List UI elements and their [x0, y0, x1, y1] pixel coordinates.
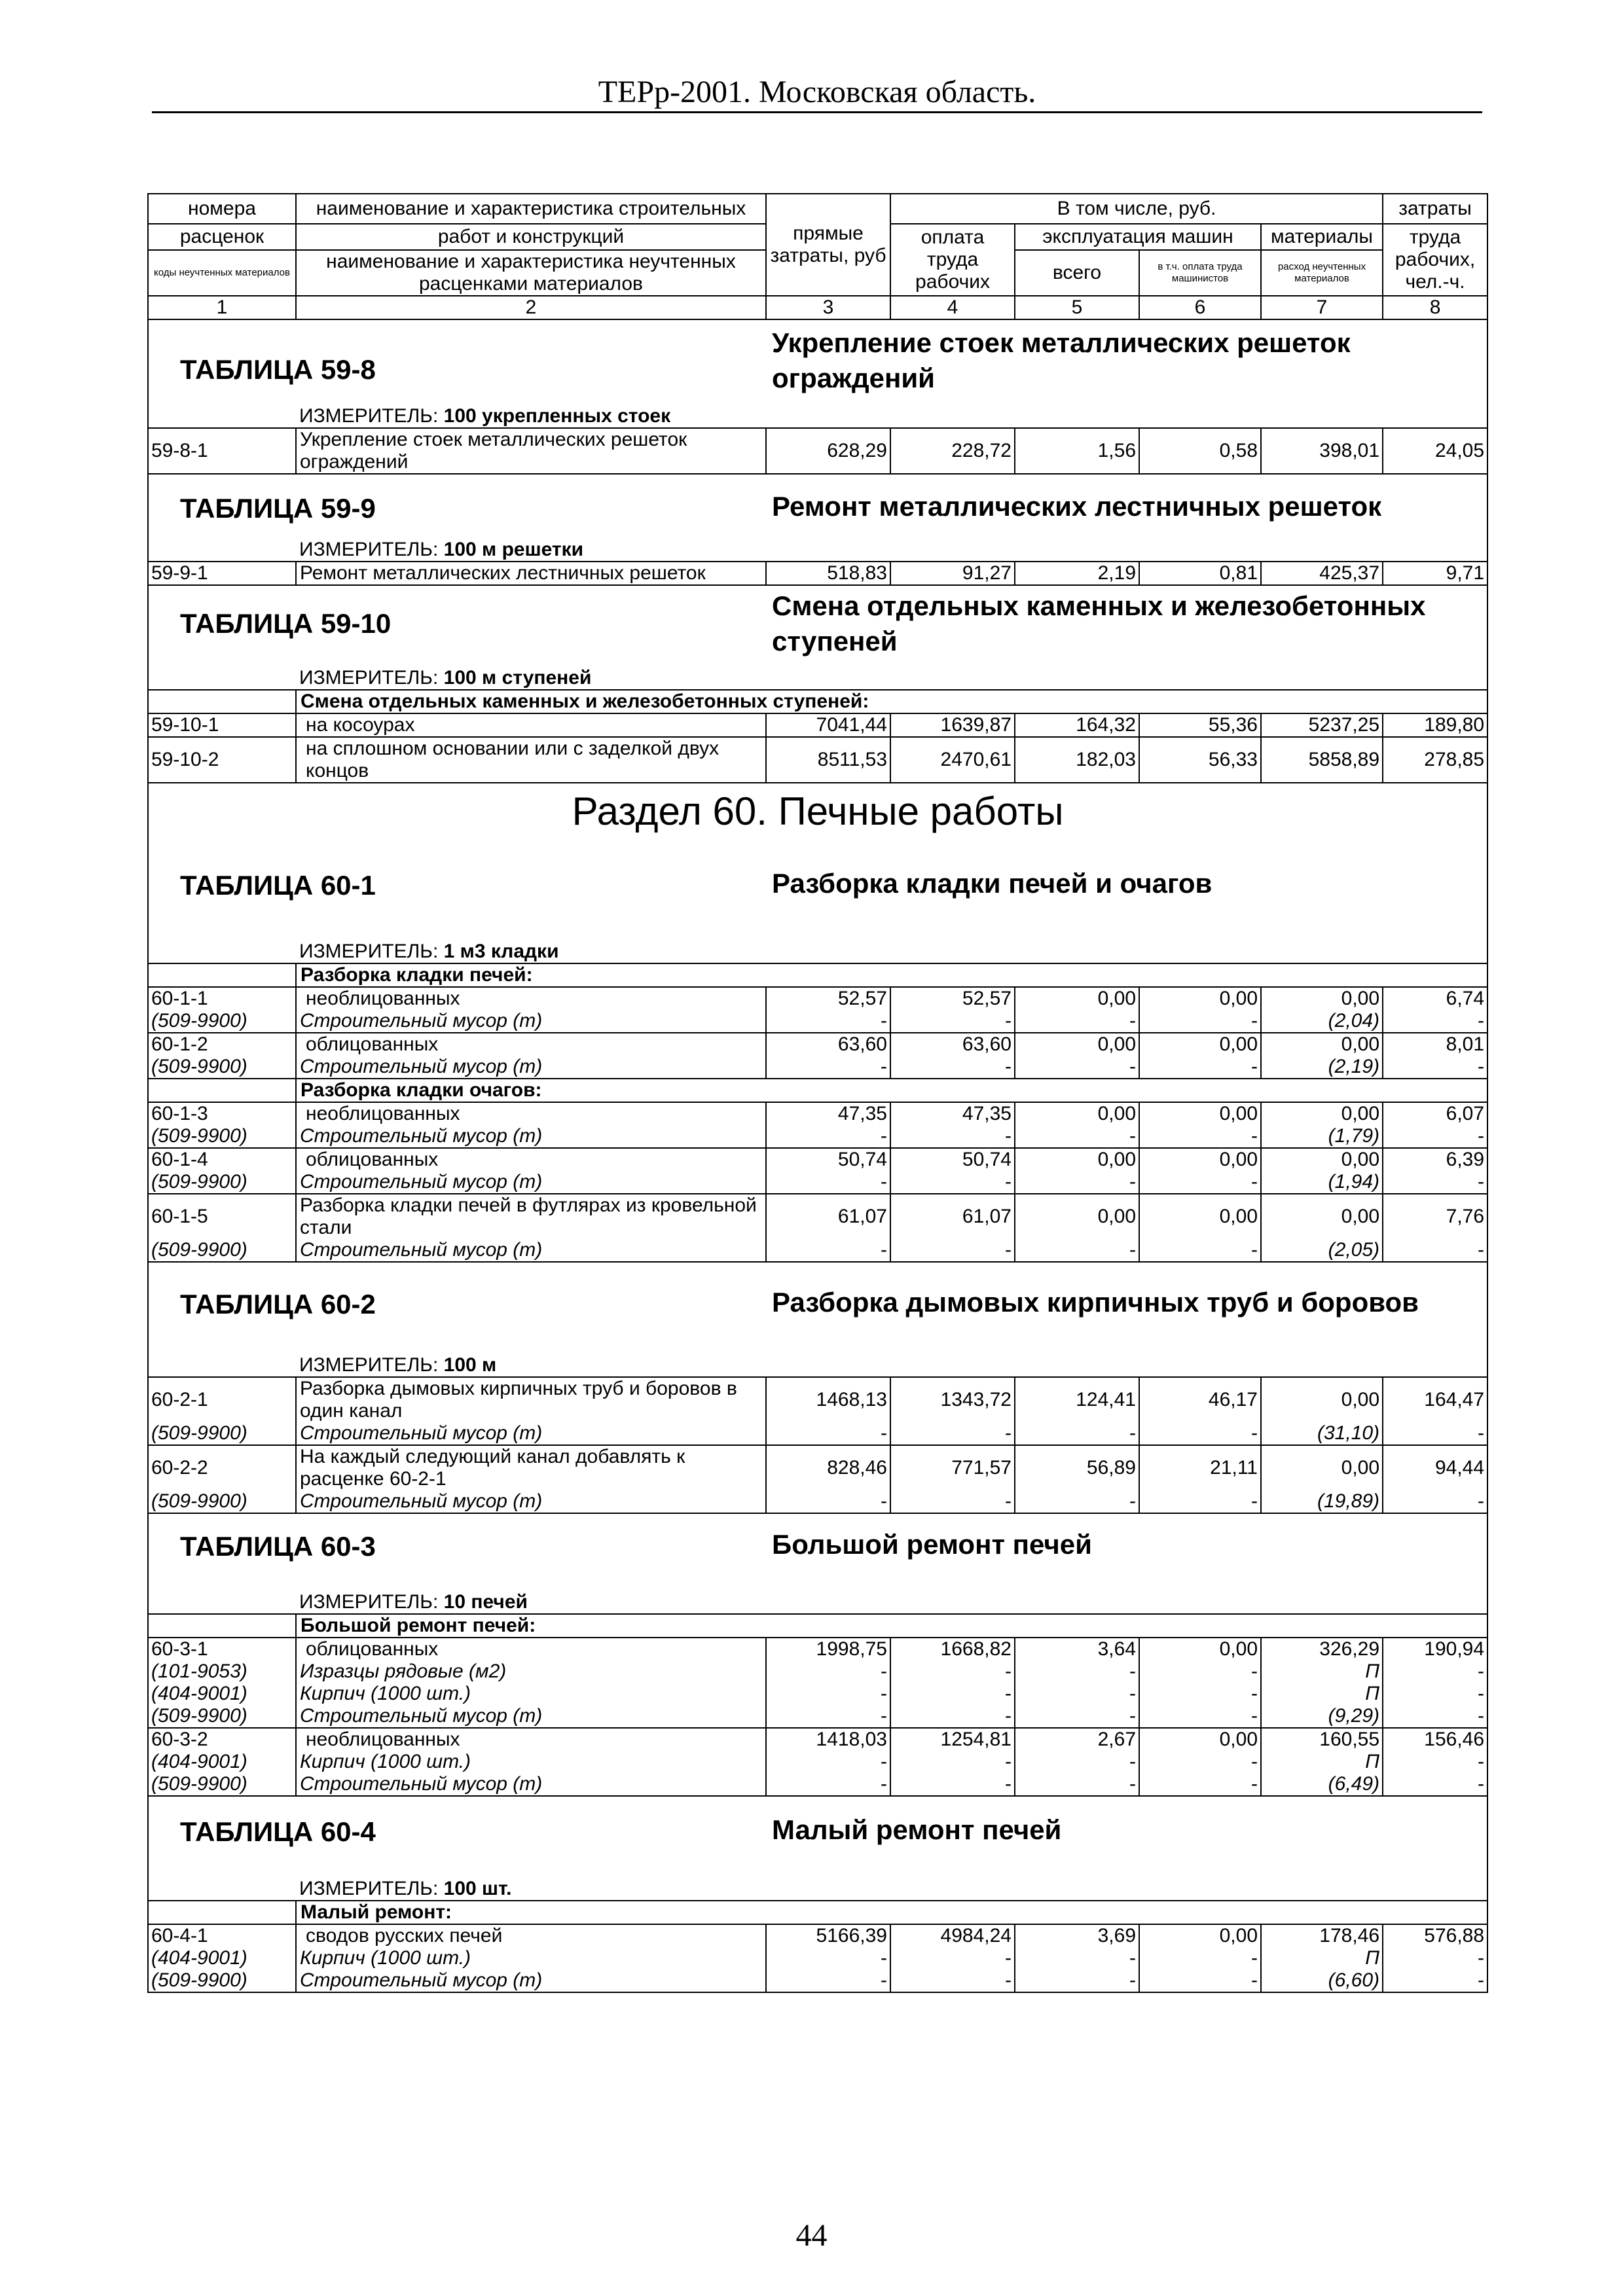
material-row: (509-9900) Строительный мусор (т) - - - - (31,10) -: [148, 1422, 1487, 1445]
col-name-header: наименование и характеристика строительных: [296, 194, 766, 224]
table-row: 59-9-1 Ремонт металлических лестничных решеток 518,83 91,27 2,19 0,81 425,37 9,71: [148, 562, 1487, 585]
table-title: Разборка кладки печей и очагов: [772, 868, 1213, 899]
measure-line: ИЗМЕРИТЕЛЬ: 1 м3 кладки: [148, 941, 1487, 963]
rates-table: [147, 193, 1488, 1993]
table-row: 60-2-1 Разборка дымовых кирпичных труб и боровов в один канал 1468,13 1343,72 124,41 46,17 0,00 164,47: [148, 1377, 1487, 1422]
material-row: (509-9900) Строительный мусор (т) - - - - (6,49) -: [148, 1773, 1487, 1796]
table-row: 60-1-2 облицованных 63,60 63,60 0,00 0,00 0,00 8,01: [148, 1033, 1487, 1056]
col-materials-header: материалы: [1261, 224, 1383, 250]
table-title: Ремонт металлических лестничных решеток: [772, 491, 1382, 522]
table-60-2-heading: [148, 1262, 1487, 1354]
col-code-header: номера: [148, 194, 296, 224]
table-title: Малый ремонт печей: [772, 1814, 1062, 1845]
col-unaccounted-materials-header: расход неучтенных материалов: [1261, 250, 1383, 296]
material-row: (404-9001) Кирпич (1000 шт.) - - - - П -: [148, 1683, 1487, 1705]
header-rule: [152, 111, 1482, 113]
table-name: ТАБЛИЦА 60-4: [180, 1816, 376, 1847]
col-name-header-2: работ и конструкций: [296, 224, 766, 250]
table-row: 60-1-4 облицованных 50,74 50,74 0,00 0,00 0,00 6,39: [148, 1148, 1487, 1171]
table-row: 59-8-1 Укрепление стоек металлических решеток ограждений 628,29 228,72 1,56 0,58 398,01 24,05: [148, 428, 1487, 474]
table-row: 60-1-5 Разборка кладки печей в футлярах из кровельной стали 61,07 61,07 0,00 0,00 0,00 7,76: [148, 1194, 1487, 1239]
group-row: Разборка кладки очагов:: [148, 1079, 1487, 1102]
page-number: 44: [795, 2218, 828, 2253]
col-group-header: В том числе, руб.: [890, 194, 1383, 224]
group-row: Разборка кладки печей:: [148, 963, 1487, 987]
measure-line: ИЗМЕРИТЕЛЬ: 100 шт.: [148, 1878, 1487, 1901]
table-name: ТАБЛИЦА 59-9: [180, 493, 376, 524]
table-59-8-heading: [148, 319, 1487, 405]
material-row: (509-9900) Строительный мусор (т) - - - - (1,79) -: [148, 1125, 1487, 1148]
material-row: (509-9900) Строительный мусор (т) - - - - (2,05) -: [148, 1239, 1487, 1262]
col-code-subheader: коды неучтенных материалов: [148, 250, 296, 296]
material-row: (509-9900) Строительный мусор (т) - - - - (2,04) -: [148, 1010, 1487, 1033]
table-row: 60-1-1 необлицованных 52,57 52,57 0,00 0,00 0,00 6,74: [148, 987, 1487, 1010]
col-wages-header: оплата труда рабочих: [890, 224, 1015, 296]
page-header: ТЕРр-2001. Московская область.: [598, 75, 1036, 109]
table-row: 60-3-2 необлицованных 1418,03 1254,81 2,67 0,00 160,55 156,46: [148, 1728, 1487, 1751]
group-row: Малый ремонт:: [148, 1901, 1487, 1924]
col-code-header-2: расценок: [148, 224, 296, 250]
measure-line: ИЗМЕРИТЕЛЬ: 100 м: [148, 1354, 1487, 1377]
material-row: (509-9900) Строительный мусор (т) - - - - (9,29) -: [148, 1705, 1487, 1728]
table-name: ТАБЛИЦА 60-3: [180, 1531, 376, 1562]
table-title: Разборка дымовых кирпичных труб и боровов: [772, 1287, 1419, 1318]
table-title: Укрепление стоек металлических решеток ограждений: [772, 327, 1351, 393]
group-row: Большой ремонт печей:: [148, 1614, 1487, 1638]
table-title: Смена отдельных каменных и железобетонных ступеней: [772, 590, 1426, 656]
col-machines-total-header: всего: [1015, 250, 1139, 296]
measure-line: ИЗМЕРИТЕЛЬ: 100 укрепленных стоек: [148, 405, 1487, 428]
table-name: ТАБЛИЦА 60-1: [180, 870, 376, 901]
table-row: 59-10-2 на сплошном основании или с заделкой двух концов 8511,53 2470,61 182,03 56,33 5858,89 278,85: [148, 737, 1487, 783]
material-row: (509-9900) Строительный мусор (т) - - - - (6,60) -: [148, 1969, 1487, 1992]
material-row: (509-9900) Строительный мусор (т) - - - - (19,89) -: [148, 1490, 1487, 1513]
col-direct-cost-header: прямые затраты, руб: [766, 194, 890, 296]
table-row: 60-1-3 необлицованных 47,35 47,35 0,00 0,00 0,00 6,07: [148, 1102, 1487, 1125]
table-59-10-heading: [148, 585, 1487, 667]
material-row: (101-9053) Изразцы рядовые (м2) - - - - П -: [148, 1660, 1487, 1683]
material-row: (509-9900) Строительный мусор (т) - - - - (1,94) -: [148, 1171, 1487, 1194]
table-name: ТАБЛИЦА 60-2: [180, 1289, 376, 1319]
material-row: (404-9001) Кирпич (1000 шт.) - - - - П -: [148, 1751, 1487, 1773]
col-machines-header: эксплуатация машин: [1015, 224, 1261, 250]
group-row: Смена отдельных каменных и железобетонных ступеней:: [148, 690, 1487, 713]
table-row: 60-3-1 облицованных 1998,75 1668,82 3,64 0,00 326,29 190,94: [148, 1638, 1487, 1660]
table-title: Большой ремонт печей: [772, 1529, 1092, 1560]
col-labor-header: труда рабочих, чел.-ч.: [1383, 224, 1487, 296]
col-machinist-wages-header: в т.ч. оплата труда машинистов: [1139, 250, 1261, 296]
table-60-4-heading: [148, 1796, 1487, 1878]
table-row: 60-4-1 сводов русских печей 5166,39 4984,24 3,69 0,00 178,46 576,88: [148, 1924, 1487, 1947]
table-row: 60-2-2 На каждый следующий канал добавлять к расценке 60-2-1 828,46 771,57 56,89 21,11 0,00 94,44: [148, 1445, 1487, 1490]
measure-line: ИЗМЕРИТЕЛЬ: 100 м ступеней: [148, 667, 1487, 690]
measure-line: ИЗМЕРИТЕЛЬ: 10 печей: [148, 1591, 1487, 1614]
table-name: ТАБЛИЦА 59-10: [180, 608, 392, 639]
column-index-row: 1 2 3 4 5 6 7 8: [148, 296, 1487, 319]
material-row: (509-9900) Строительный мусор (т) - - - - (2,19) -: [148, 1056, 1487, 1079]
col-name-subheader: наименование и характеристика неучтенных расценками материалов: [296, 250, 766, 296]
table-59-9-heading: [148, 474, 1487, 539]
section-title: Раздел 60. Печные работы: [572, 789, 1064, 833]
material-row: (404-9001) Кирпич (1000 шт.) - - - - П -: [148, 1947, 1487, 1969]
measure-line: ИЗМЕРИТЕЛЬ: 100 м решетки: [148, 539, 1487, 562]
table-60-3-heading: [148, 1513, 1487, 1591]
table-row: 59-10-1 на косоурах 7041,44 1639,87 164,32 55,36 5237,25 189,80: [148, 713, 1487, 737]
col-labor-header-top: затраты: [1383, 194, 1487, 224]
table-name: ТАБЛИЦА 59-8: [180, 354, 376, 385]
section-60-heading: [148, 783, 1487, 941]
